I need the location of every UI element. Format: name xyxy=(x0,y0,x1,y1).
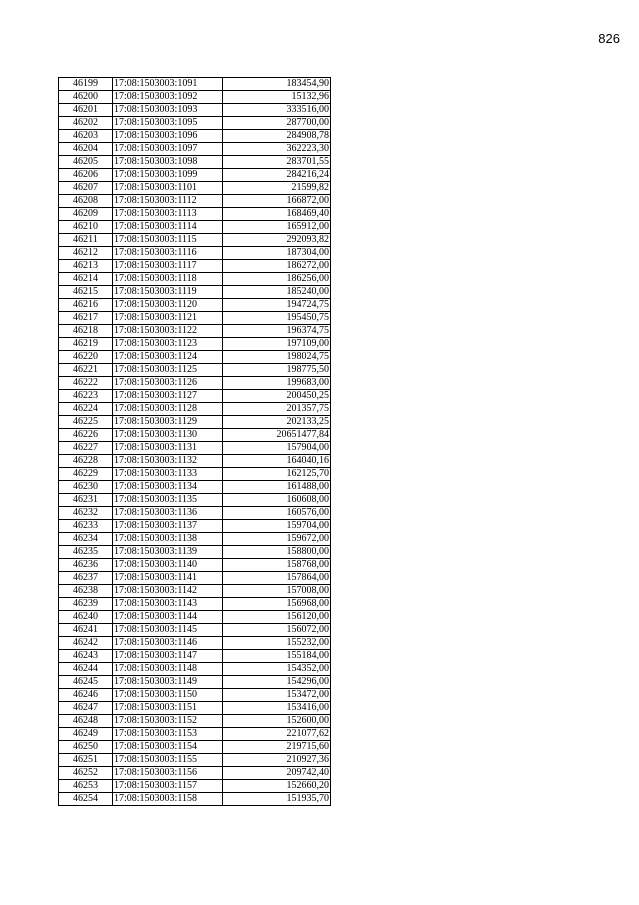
table-row xyxy=(59,390,331,403)
cadastral-number-cell: 17:08:1503003:1116 xyxy=(113,247,223,260)
cadastral-number-cell: 17:08:1503003:1131 xyxy=(113,442,223,455)
table-row xyxy=(59,520,331,533)
table-row xyxy=(59,637,331,650)
cadastral-number-cell: 17:08:1503003:1144 xyxy=(113,611,223,624)
cadastral-number-cell: 17:08:1503003:1155 xyxy=(113,754,223,767)
cadastral-value-cell: 186256,00 xyxy=(223,273,331,286)
table-row xyxy=(59,247,331,260)
cadastral-value-cell: 195450,75 xyxy=(223,312,331,325)
row-number-cell: 46249 xyxy=(59,728,113,741)
cadastral-number-cell: 17:08:1503003:1128 xyxy=(113,403,223,416)
cadastral-value-cell: 159704,00 xyxy=(223,520,331,533)
table-row xyxy=(59,494,331,507)
table-row xyxy=(59,689,331,702)
table-row xyxy=(59,234,331,247)
row-number-cell: 46223 xyxy=(59,390,113,403)
row-number-cell: 46227 xyxy=(59,442,113,455)
cadastral-number-cell: 17:08:1503003:1148 xyxy=(113,663,223,676)
table-row xyxy=(59,546,331,559)
cadastral-number-cell: 17:08:1503003:1152 xyxy=(113,715,223,728)
table-row xyxy=(59,78,331,91)
cadastral-value-cell: 157864,00 xyxy=(223,572,331,585)
cadastral-value-cell: 168469,40 xyxy=(223,208,331,221)
cadastral-value-cell: 219715,60 xyxy=(223,741,331,754)
cadastral-value-cell: 20651477,84 xyxy=(223,429,331,442)
table-row xyxy=(59,663,331,676)
row-number-cell: 46218 xyxy=(59,325,113,338)
row-number-cell: 46236 xyxy=(59,559,113,572)
row-number-cell: 46222 xyxy=(59,377,113,390)
cadastral-value-cell: 333516,00 xyxy=(223,104,331,117)
cadastral-number-cell: 17:08:1503003:1095 xyxy=(113,117,223,130)
table-row xyxy=(59,481,331,494)
row-number-cell: 46234 xyxy=(59,533,113,546)
row-number-cell: 46240 xyxy=(59,611,113,624)
row-number-cell: 46241 xyxy=(59,624,113,637)
cadastral-number-cell: 17:08:1503003:1113 xyxy=(113,208,223,221)
row-number-cell: 46205 xyxy=(59,156,113,169)
row-number-cell: 46219 xyxy=(59,338,113,351)
row-number-cell: 46224 xyxy=(59,403,113,416)
cadastral-number-cell: 17:08:1503003:1154 xyxy=(113,741,223,754)
row-number-cell: 46215 xyxy=(59,286,113,299)
cadastral-number-cell: 17:08:1503003:1096 xyxy=(113,130,223,143)
row-number-cell: 46203 xyxy=(59,130,113,143)
cadastral-value-cell: 155184,00 xyxy=(223,650,331,663)
cadastral-value-cell: 154296,00 xyxy=(223,676,331,689)
row-number-cell: 46216 xyxy=(59,299,113,312)
cadastral-value-table xyxy=(58,77,331,806)
cadastral-number-cell: 17:08:1503003:1093 xyxy=(113,104,223,117)
cadastral-value-cell: 151935,70 xyxy=(223,793,331,806)
table-row xyxy=(59,728,331,741)
cadastral-number-cell: 17:08:1503003:1122 xyxy=(113,325,223,338)
cadastral-value-cell: 156072,00 xyxy=(223,624,331,637)
table-row xyxy=(59,156,331,169)
table-row xyxy=(59,767,331,780)
row-number-cell: 46242 xyxy=(59,637,113,650)
table-row xyxy=(59,598,331,611)
cadastral-number-cell: 17:08:1503003:1091 xyxy=(113,78,223,91)
row-number-cell: 46233 xyxy=(59,520,113,533)
cadastral-number-cell: 17:08:1503003:1114 xyxy=(113,221,223,234)
row-number-cell: 46232 xyxy=(59,507,113,520)
row-number-cell: 46199 xyxy=(59,78,113,91)
cadastral-number-cell: 17:08:1503003:1127 xyxy=(113,390,223,403)
row-number-cell: 46250 xyxy=(59,741,113,754)
row-number-cell: 46248 xyxy=(59,715,113,728)
row-number-cell: 46235 xyxy=(59,546,113,559)
cadastral-number-cell: 17:08:1503003:1125 xyxy=(113,364,223,377)
cadastral-number-cell: 17:08:1503003:1115 xyxy=(113,234,223,247)
cadastral-value-cell: 199683,00 xyxy=(223,377,331,390)
table-row xyxy=(59,143,331,156)
cadastral-value-cell: 362223,30 xyxy=(223,143,331,156)
table-row xyxy=(59,169,331,182)
row-number-cell: 46208 xyxy=(59,195,113,208)
cadastral-value-cell: 157008,00 xyxy=(223,585,331,598)
row-number-cell: 46230 xyxy=(59,481,113,494)
cadastral-number-cell: 17:08:1503003:1121 xyxy=(113,312,223,325)
row-number-cell: 46237 xyxy=(59,572,113,585)
cadastral-value-cell: 152600,00 xyxy=(223,715,331,728)
row-number-cell: 46213 xyxy=(59,260,113,273)
cadastral-value-cell: 165912,00 xyxy=(223,221,331,234)
table-row xyxy=(59,195,331,208)
cadastral-value-cell: 166872,00 xyxy=(223,195,331,208)
table-row xyxy=(59,715,331,728)
cadastral-number-cell: 17:08:1503003:1120 xyxy=(113,299,223,312)
cadastral-value-cell: 156968,00 xyxy=(223,598,331,611)
cadastral-value-cell: 287700,00 xyxy=(223,117,331,130)
cadastral-value-cell: 221077,62 xyxy=(223,728,331,741)
row-number-cell: 46204 xyxy=(59,143,113,156)
cadastral-number-cell: 17:08:1503003:1129 xyxy=(113,416,223,429)
cadastral-value-cell: 284908,78 xyxy=(223,130,331,143)
table-row xyxy=(59,273,331,286)
row-number-cell: 46245 xyxy=(59,676,113,689)
row-number-cell: 46209 xyxy=(59,208,113,221)
cadastral-value-cell: 200450,25 xyxy=(223,390,331,403)
cadastral-value-cell: 158800,00 xyxy=(223,546,331,559)
table-row xyxy=(59,455,331,468)
page-number: 826 xyxy=(598,31,620,46)
row-number-cell: 46246 xyxy=(59,689,113,702)
row-number-cell: 46225 xyxy=(59,416,113,429)
row-number-cell: 46239 xyxy=(59,598,113,611)
cadastral-value-cell: 158768,00 xyxy=(223,559,331,572)
cadastral-number-cell: 17:08:1503003:1099 xyxy=(113,169,223,182)
cadastral-value-cell: 198775,50 xyxy=(223,364,331,377)
table-row xyxy=(59,468,331,481)
row-number-cell: 46252 xyxy=(59,767,113,780)
row-number-cell: 46229 xyxy=(59,468,113,481)
row-number-cell: 46220 xyxy=(59,351,113,364)
row-number-cell: 46253 xyxy=(59,780,113,793)
cadastral-value-cell: 183454,90 xyxy=(223,78,331,91)
row-number-cell: 46210 xyxy=(59,221,113,234)
table-row xyxy=(59,260,331,273)
cadastral-value-cell: 292093,82 xyxy=(223,234,331,247)
table-row xyxy=(59,403,331,416)
row-number-cell: 46244 xyxy=(59,663,113,676)
table-row xyxy=(59,325,331,338)
row-number-cell: 46228 xyxy=(59,455,113,468)
row-number-cell: 46211 xyxy=(59,234,113,247)
cadastral-value-cell: 160576,00 xyxy=(223,507,331,520)
table-row xyxy=(59,533,331,546)
cadastral-value-cell: 284216,24 xyxy=(223,169,331,182)
table-row xyxy=(59,442,331,455)
cadastral-value-cell: 201357,75 xyxy=(223,403,331,416)
table-row xyxy=(59,780,331,793)
cadastral-number-cell: 17:08:1503003:1151 xyxy=(113,702,223,715)
cadastral-number-cell: 17:08:1503003:1119 xyxy=(113,286,223,299)
cadastral-number-cell: 17:08:1503003:1136 xyxy=(113,507,223,520)
row-number-cell: 46251 xyxy=(59,754,113,767)
cadastral-value-cell: 155232,00 xyxy=(223,637,331,650)
cadastral-number-cell: 17:08:1503003:1132 xyxy=(113,455,223,468)
cadastral-number-cell: 17:08:1503003:1149 xyxy=(113,676,223,689)
cadastral-value-cell: 156120,00 xyxy=(223,611,331,624)
cadastral-number-cell: 17:08:1503003:1123 xyxy=(113,338,223,351)
table-body xyxy=(59,78,331,806)
row-number-cell: 46254 xyxy=(59,793,113,806)
row-number-cell: 46202 xyxy=(59,117,113,130)
cadastral-value-cell: 161488,00 xyxy=(223,481,331,494)
table-row xyxy=(59,676,331,689)
table-row xyxy=(59,416,331,429)
cadastral-number-cell: 17:08:1503003:1101 xyxy=(113,182,223,195)
table-row xyxy=(59,130,331,143)
cadastral-value-cell: 202133,25 xyxy=(223,416,331,429)
cadastral-number-cell: 17:08:1503003:1139 xyxy=(113,546,223,559)
row-number-cell: 46247 xyxy=(59,702,113,715)
cadastral-number-cell: 17:08:1503003:1134 xyxy=(113,481,223,494)
cadastral-number-cell: 17:08:1503003:1145 xyxy=(113,624,223,637)
table-row xyxy=(59,221,331,234)
cadastral-number-cell: 17:08:1503003:1156 xyxy=(113,767,223,780)
cadastral-value-cell: 160608,00 xyxy=(223,494,331,507)
row-number-cell: 46221 xyxy=(59,364,113,377)
cadastral-number-cell: 17:08:1503003:1141 xyxy=(113,572,223,585)
cadastral-value-cell: 157904,00 xyxy=(223,442,331,455)
cadastral-number-cell: 17:08:1503003:1140 xyxy=(113,559,223,572)
cadastral-number-cell: 17:08:1503003:1153 xyxy=(113,728,223,741)
cadastral-value-cell: 209742,40 xyxy=(223,767,331,780)
cadastral-value-cell: 194724,75 xyxy=(223,299,331,312)
row-number-cell: 46243 xyxy=(59,650,113,663)
table-row xyxy=(59,338,331,351)
cadastral-number-cell: 17:08:1503003:1146 xyxy=(113,637,223,650)
cadastral-value-cell: 159672,00 xyxy=(223,533,331,546)
row-number-cell: 46201 xyxy=(59,104,113,117)
table-row xyxy=(59,754,331,767)
cadastral-value-cell: 185240,00 xyxy=(223,286,331,299)
table-row xyxy=(59,741,331,754)
cadastral-number-cell: 17:08:1503003:1147 xyxy=(113,650,223,663)
cadastral-number-cell: 17:08:1503003:1112 xyxy=(113,195,223,208)
cadastral-number-cell: 17:08:1503003:1118 xyxy=(113,273,223,286)
table-row xyxy=(59,104,331,117)
table-row xyxy=(59,182,331,195)
row-number-cell: 46231 xyxy=(59,494,113,507)
cadastral-number-cell: 17:08:1503003:1133 xyxy=(113,468,223,481)
cadastral-value-cell: 197109,00 xyxy=(223,338,331,351)
cadastral-value-cell: 15132,96 xyxy=(223,91,331,104)
row-number-cell: 46212 xyxy=(59,247,113,260)
cadastral-value-cell: 162125,70 xyxy=(223,468,331,481)
cadastral-value-cell: 164040,16 xyxy=(223,455,331,468)
table-row xyxy=(59,585,331,598)
cadastral-value-cell: 198024,75 xyxy=(223,351,331,364)
cadastral-number-cell: 17:08:1503003:1138 xyxy=(113,533,223,546)
table-row xyxy=(59,793,331,806)
row-number-cell: 46207 xyxy=(59,182,113,195)
table-row xyxy=(59,299,331,312)
cadastral-number-cell: 17:08:1503003:1158 xyxy=(113,793,223,806)
cadastral-value-cell: 210927,36 xyxy=(223,754,331,767)
cadastral-number-cell: 17:08:1503003:1092 xyxy=(113,91,223,104)
cadastral-value-cell: 153416,00 xyxy=(223,702,331,715)
cadastral-number-cell: 17:08:1503003:1135 xyxy=(113,494,223,507)
row-number-cell: 46238 xyxy=(59,585,113,598)
table-row xyxy=(59,286,331,299)
table-row xyxy=(59,91,331,104)
table-row xyxy=(59,702,331,715)
row-number-cell: 46217 xyxy=(59,312,113,325)
cadastral-number-cell: 17:08:1503003:1137 xyxy=(113,520,223,533)
table-row xyxy=(59,377,331,390)
row-number-cell: 46214 xyxy=(59,273,113,286)
row-number-cell: 46200 xyxy=(59,91,113,104)
cadastral-value-cell: 283701,55 xyxy=(223,156,331,169)
cadastral-value-cell: 187304,00 xyxy=(223,247,331,260)
row-number-cell: 46206 xyxy=(59,169,113,182)
cadastral-number-cell: 17:08:1503003:1097 xyxy=(113,143,223,156)
table-row xyxy=(59,572,331,585)
cadastral-number-cell: 17:08:1503003:1150 xyxy=(113,689,223,702)
cadastral-value-cell: 154352,00 xyxy=(223,663,331,676)
table-row xyxy=(59,624,331,637)
table-row xyxy=(59,559,331,572)
cadastral-number-cell: 17:08:1503003:1117 xyxy=(113,260,223,273)
cadastral-number-cell: 17:08:1503003:1126 xyxy=(113,377,223,390)
cadastral-number-cell: 17:08:1503003:1098 xyxy=(113,156,223,169)
table-row xyxy=(59,208,331,221)
table-row xyxy=(59,312,331,325)
table-row xyxy=(59,117,331,130)
cadastral-number-cell: 17:08:1503003:1142 xyxy=(113,585,223,598)
cadastral-number-cell: 17:08:1503003:1143 xyxy=(113,598,223,611)
row-number-cell: 46226 xyxy=(59,429,113,442)
cadastral-value-cell: 153472,00 xyxy=(223,689,331,702)
table-row xyxy=(59,611,331,624)
cadastral-value-cell: 196374,75 xyxy=(223,325,331,338)
cadastral-number-cell: 17:08:1503003:1157 xyxy=(113,780,223,793)
cadastral-value-cell: 186272,00 xyxy=(223,260,331,273)
table-row xyxy=(59,650,331,663)
table-row xyxy=(59,429,331,442)
cadastral-number-cell: 17:08:1503003:1130 xyxy=(113,429,223,442)
table-row xyxy=(59,364,331,377)
table-row xyxy=(59,507,331,520)
cadastral-number-cell: 17:08:1503003:1124 xyxy=(113,351,223,364)
cadastral-value-cell: 21599,82 xyxy=(223,182,331,195)
cadastral-value-cell: 152660,20 xyxy=(223,780,331,793)
table-row xyxy=(59,351,331,364)
